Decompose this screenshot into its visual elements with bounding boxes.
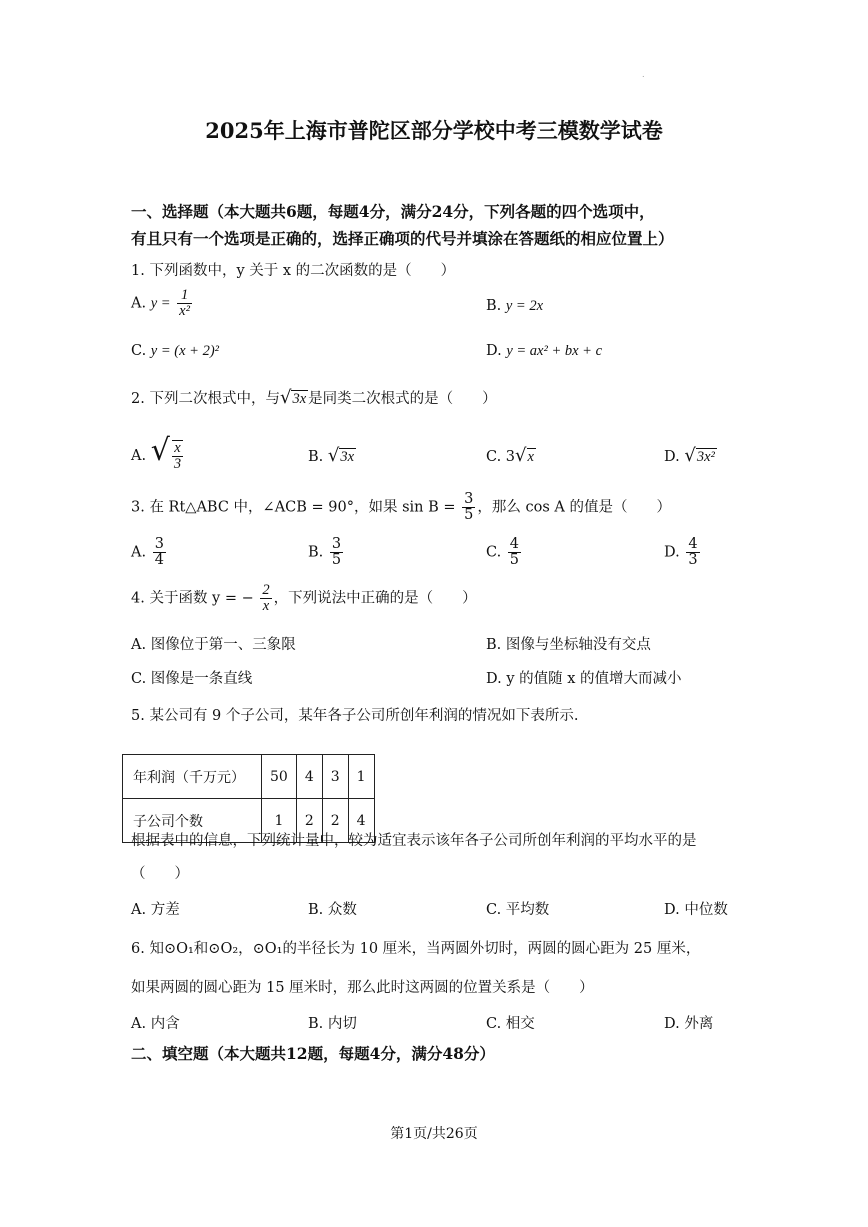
table-cell: 3 — [322, 755, 348, 799]
q1-stem: 1. 下列函数中，y 关于 x 的二次函数的是（ ） — [131, 263, 456, 279]
q6-stem-line1: 6. 知⊙O₁和⊙O₂，⊙O₁的半径长为 10 厘米，当两圆外切时，两圆的圆心距为 25 厘米， — [131, 941, 701, 957]
page-footer: 第1页/共26页 — [390, 1126, 478, 1142]
table-cell: 子公司个数 — [123, 799, 262, 843]
q1-option-d — [486, 343, 602, 360]
formula: y = 2x — [505, 298, 544, 314]
q5-option-d: D. 中位数 — [664, 902, 728, 918]
option-label: D. — [664, 449, 680, 465]
table-cell: 年利润（千万元） — [123, 755, 262, 799]
q6-stem-line2: 如果两圆的圆心距为 15 厘米时，那么此时这两圆的位置关系是（ ） — [131, 980, 594, 996]
corner-mark: . — [642, 70, 645, 79]
option-label: D. — [486, 343, 502, 359]
q2-option-d: D. √3x² — [664, 445, 715, 466]
table-cell: 1 — [262, 799, 297, 843]
table-cell: 4 — [348, 799, 374, 843]
option-label: A. — [131, 295, 147, 312]
option-label: B. — [308, 449, 324, 465]
q5-after-text: 根据表中的信息，下列统计量中，较为适宜表示该年各子公司所创年利润的平均水平的是 — [131, 833, 697, 849]
q2-option-b: B. √3x — [308, 445, 355, 466]
section1-heading-line2: 有且只有一个选项是正确的，选择正确项的代号并填涂在答题纸的相应位置上） — [131, 229, 674, 248]
option-label: C. — [486, 544, 502, 561]
q6-option-d: D. 外离 — [664, 1016, 714, 1032]
option-label: B. — [308, 544, 324, 561]
table-cell: 1 — [348, 755, 374, 799]
fraction: $\frac{2}{x}$ — [262, 582, 270, 615]
fraction: $\frac{3}{5}$ — [331, 536, 342, 569]
q5-option-a: A. 方差 — [131, 902, 180, 918]
q3-option-b — [308, 537, 345, 568]
fraction: $\frac{4}{3}$ — [688, 536, 698, 569]
fraction: $\frac{4}{5}$ — [509, 536, 520, 569]
radicand: 3x² — [696, 449, 715, 465]
section1-heading-line1: 一、选择题（本大题共6题，每题4分，满分24分，下列各题的四个选项中， — [131, 202, 655, 221]
q5-option-b: B. 众数 — [308, 902, 357, 918]
radicand: 3x — [292, 391, 307, 407]
q5-stem: 5. 某公司有 9 个子公司，某年各子公司所创年利润的情况如下表所示. — [131, 708, 579, 724]
formula: y = ax² + bx + c — [506, 343, 603, 359]
page-title: 2025年上海市普陀区部分学校中考三模数学试卷 — [205, 118, 663, 143]
q2-option-c: C. 3√x — [486, 445, 534, 466]
q3-option-c — [486, 537, 523, 568]
q1-option-b — [486, 298, 543, 315]
formula: y = (x + 2)² — [150, 343, 219, 359]
table-row — [123, 755, 375, 799]
q4-option-b: B. 图像与坐标轴没有交点 — [486, 637, 651, 653]
q1-option-a — [131, 288, 194, 319]
q4-option-d: D. y 的值随 x 的值增大而减小 — [486, 671, 682, 687]
q1-option-c — [131, 343, 219, 360]
table-cell: 50 — [262, 755, 297, 799]
option-label: A. — [131, 448, 147, 464]
q3-option-d — [664, 537, 702, 568]
q2-stem: 2. 下列二次根式中，与√3x 是同类二次根式的是（ ） — [131, 387, 497, 408]
fraction: $\frac{3}{4}$ — [154, 536, 164, 569]
q4-stem: 4. 关于函数 y = − $\frac{2}{x}$ ，下列说法中正确的是（ ） — [131, 582, 477, 615]
q4-option-a: A. 图像位于第一、三象限 — [131, 637, 296, 653]
q6-option-a: A. 内含 — [131, 1016, 180, 1032]
option-label: D. — [664, 544, 680, 561]
q4-option-c: C. 图像是一条直线 — [131, 671, 253, 687]
q5-answer-blank: （ ） — [131, 866, 189, 882]
fraction: $\frac{1}{\text{x²}}$ — [179, 287, 190, 320]
option-label: A. — [131, 544, 147, 561]
fraction: $\frac{3}{5}$ — [464, 491, 474, 524]
option-label: B. — [486, 298, 502, 314]
fraction: $\frac{x}{3}$ — [173, 439, 182, 472]
q3-stem: 3. 在 Rt△ABC 中，∠ACB = 90°，如果 sin B = $\frac{3}{5}$ ，那么 cos A 的值是（ ） — [131, 491, 671, 524]
option-label: C. — [486, 449, 502, 465]
q5-option-c: C. 平均数 — [486, 902, 550, 918]
table-cell: 4 — [296, 755, 322, 799]
radicand: 3x — [340, 449, 355, 465]
radicand: x — [527, 449, 534, 465]
option-label: C. — [131, 343, 147, 359]
table-cell: 2 — [322, 799, 348, 843]
formula-lhs: y = — [150, 295, 171, 312]
q6-option-c: C. 相交 — [486, 1016, 535, 1032]
q6-option-b: B. 内切 — [308, 1016, 357, 1032]
coefficient: 3 — [505, 449, 516, 465]
q2-option-a: A. √ $\frac{x}{3}$ — [131, 433, 182, 472]
section2-heading: 二、填空题（本大题共12题，每题4分，满分48分） — [131, 1044, 495, 1063]
table-cell: 2 — [296, 799, 322, 843]
q3-option-a — [131, 537, 168, 568]
